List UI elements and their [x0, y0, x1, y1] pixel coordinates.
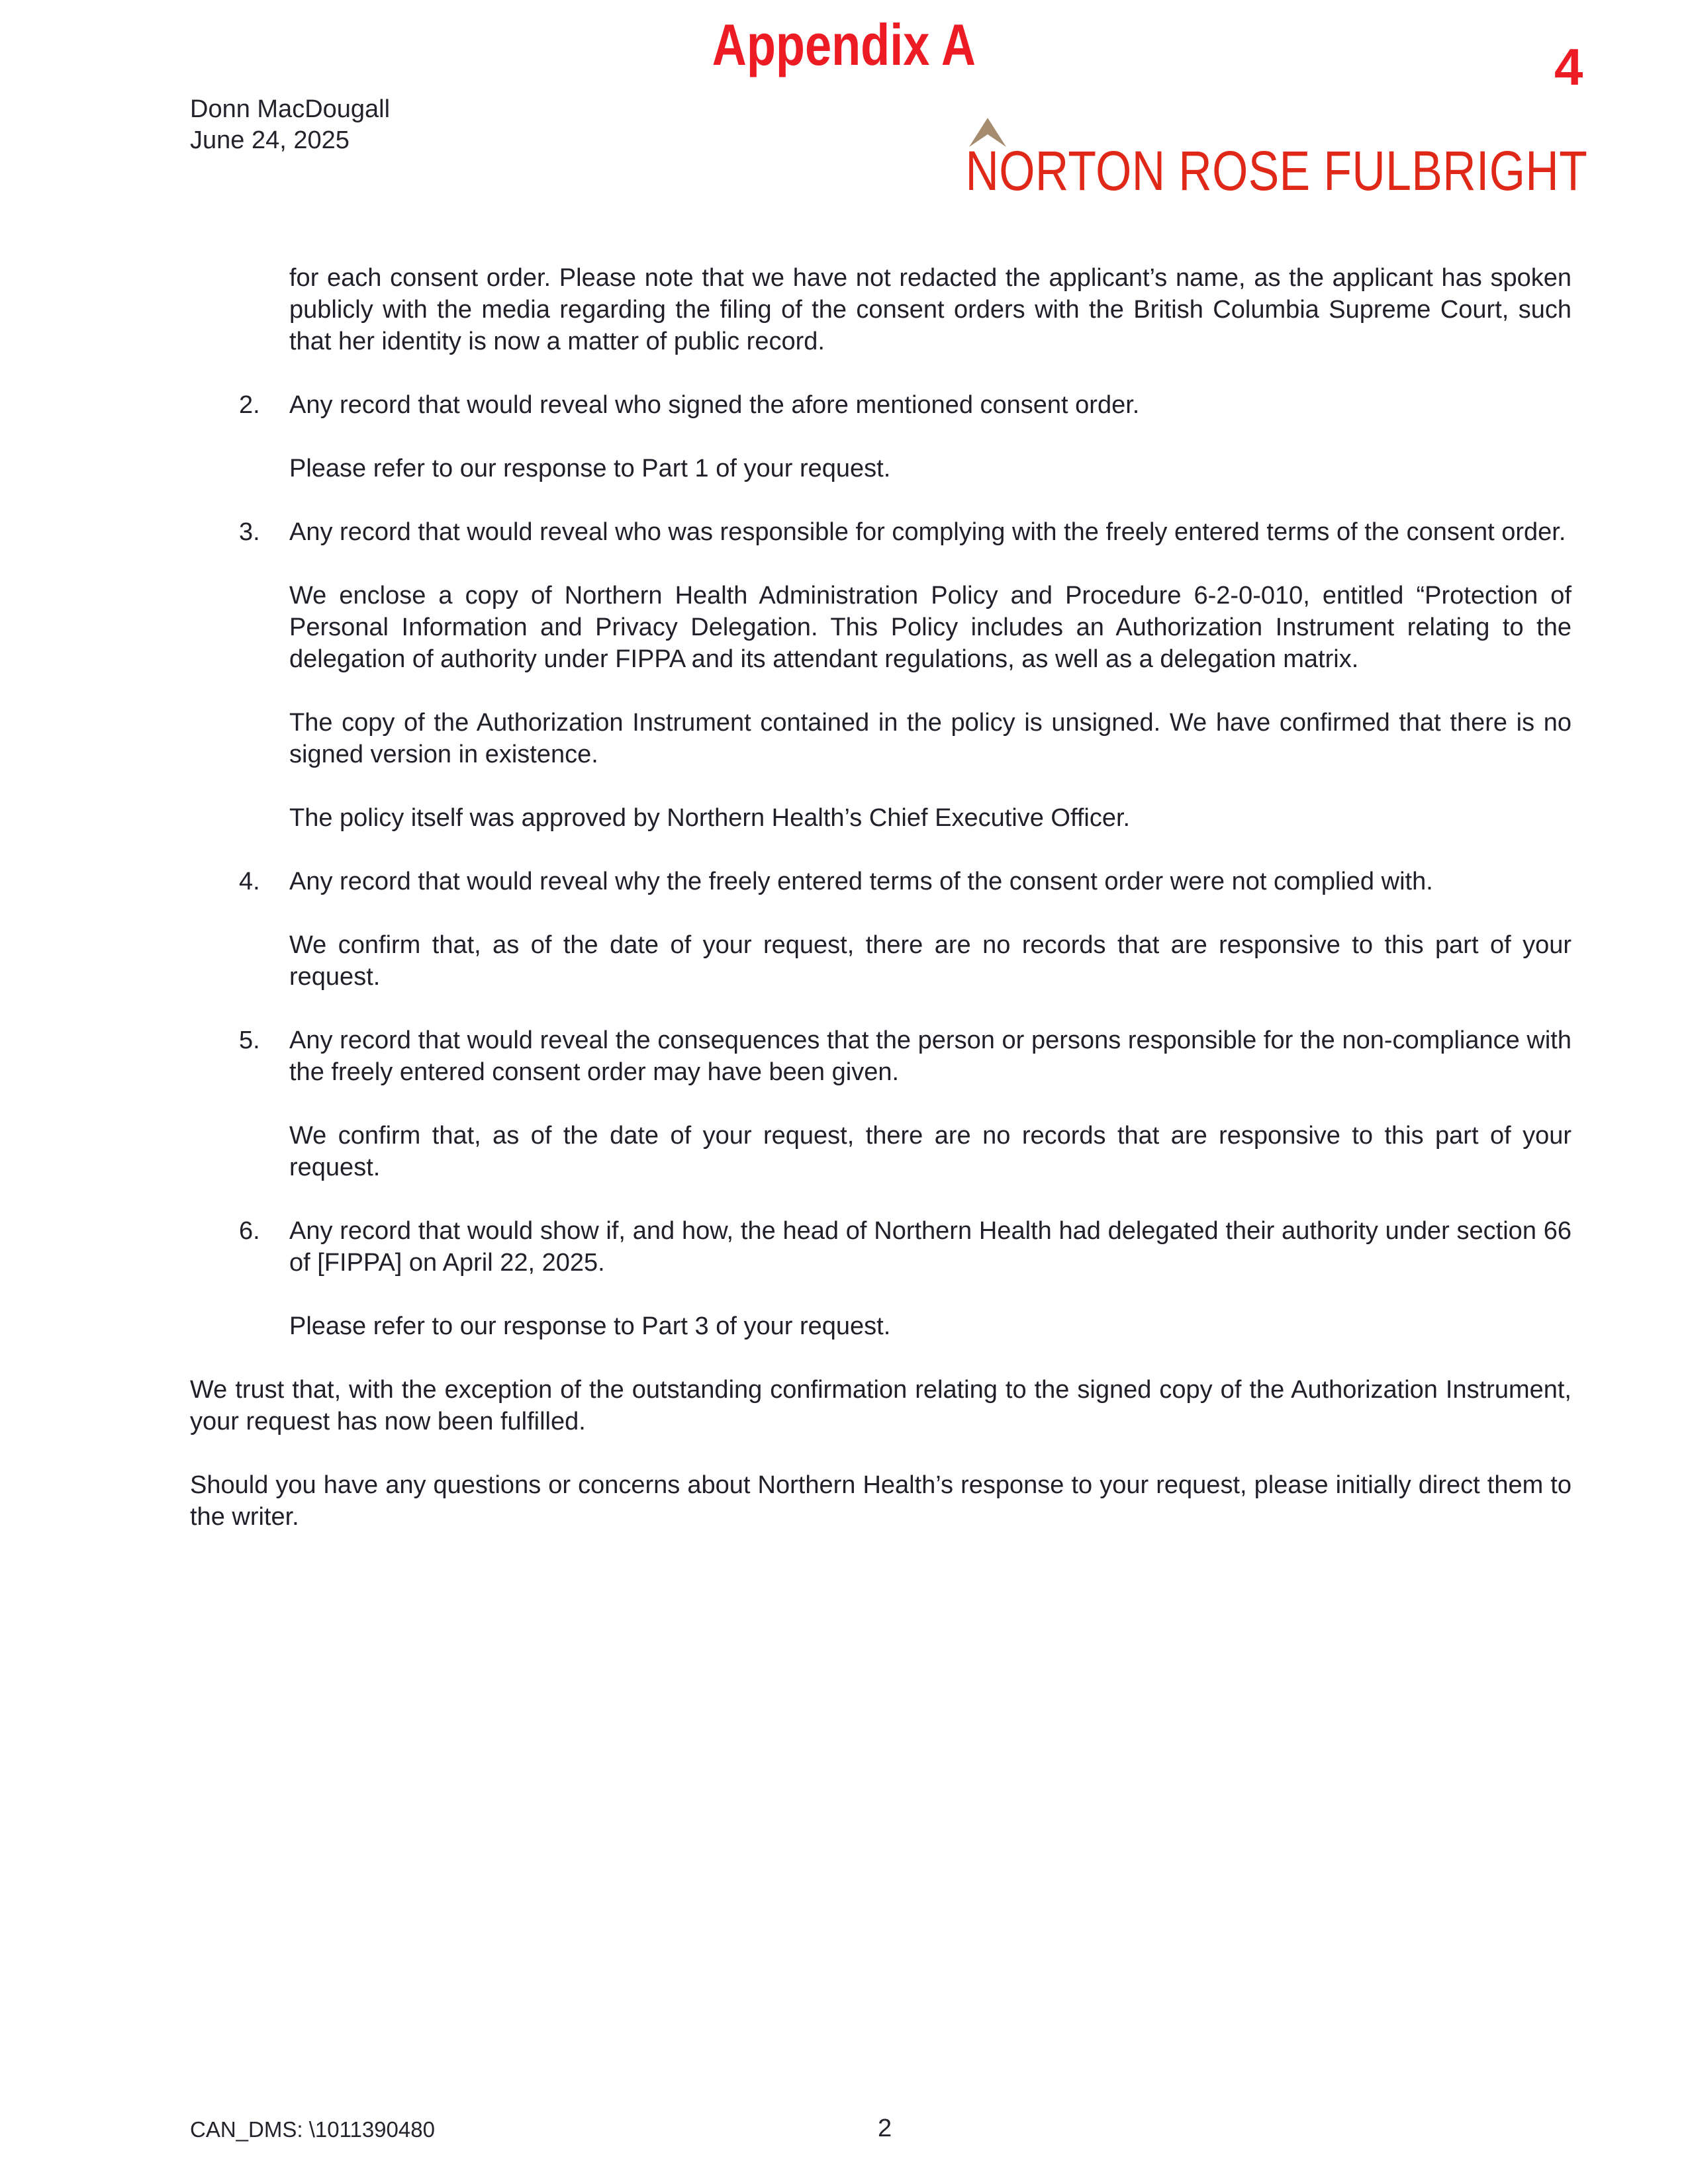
response-paragraph: Please refer to our response to Part 1 of your request. [289, 455, 891, 482]
list-item [190, 516, 1571, 548]
list-item-request: Any record that would reveal why the freely entered terms of the consent order were not complied with. [289, 868, 1433, 895]
document-id: CAN_DMS: \1011390480 [190, 2117, 435, 2142]
list-item [190, 866, 1571, 897]
response-paragraph: The copy of the Authorization Instrument contained in the policy is unsigned. We have confirmed that there is no signed version in existence. [289, 709, 1571, 768]
corner-page-number: 4 [1554, 38, 1583, 96]
appendix-title [0, 12, 1688, 95]
appendix-title-text: Appendix A [712, 12, 976, 77]
page-number: 2 [878, 2115, 892, 2142]
closing-paragraph: We trust that, with the exception of the outstanding confirmation relating to the signed copy of the Authorization Instrument, your request has now been fulfilled. [190, 1376, 1571, 1435]
list-item-number: 3. [239, 518, 260, 546]
list-item-number: 4. [239, 868, 260, 895]
firm-logo-text: NORTON ROSE FULBRIGHT [965, 140, 1587, 202]
letter-date: June 24, 2025 [190, 126, 350, 154]
response-paragraph: We enclose a copy of Northern Health Administration Policy and Procedure 6-2-0-010, entitled “Protection of Personal Information and Privacy Delegation. This Policy includes an Authorization Instrument relating to the delegation of authority under FIPPA and its attendant regulations, as well as a delegation matrix. [289, 582, 1571, 673]
list-item-request: Any record that would reveal the consequences that the person or persons responsible for the non-compliance with the freely entered consent order may have been given. [289, 1026, 1571, 1086]
list-item [190, 1024, 1571, 1088]
list-item-number: 5. [239, 1026, 260, 1054]
list-item-number: 6. [239, 1217, 260, 1245]
continuation-paragraph: for each consent order. Please note that we have not redacted the applicant’s name, as the applicant has spoken publicly with the media regarding the filing of the consent orders with the British Columbia Supreme Court, such that her identity is now a matter of public record. [289, 264, 1571, 355]
response-paragraph: Please refer to our response to Part 3 of your request. [289, 1312, 891, 1340]
list-item-request: Any record that would reveal who was responsible for complying with the freely entered terms of the consent order. [289, 518, 1566, 546]
addressee-block [190, 94, 390, 156]
letter-body [190, 262, 1571, 1565]
list-item [190, 1215, 1571, 1279]
list-item-request: Any record that would reveal who signed the afore mentioned consent order. [289, 391, 1140, 419]
list-item-request: Any record that would show if, and how, the head of Northern Health had delegated their authority under section 66 of [FIPPA] on April 22, 2025. [289, 1217, 1571, 1277]
response-paragraph: The policy itself was approved by Northern Health’s Chief Executive Officer. [289, 804, 1131, 832]
firm-logo [838, 140, 1587, 202]
addressee-name: Donn MacDougall [190, 95, 391, 123]
list-item [190, 389, 1571, 421]
response-paragraph: We confirm that, as of the date of your request, there are no records that are responsive to this part of your request. [289, 931, 1571, 991]
response-paragraph: We confirm that, as of the date of your request, there are no records that are responsive to this part of your request. [289, 1122, 1571, 1181]
closing-paragraph: Should you have any questions or concerns about Northern Health’s response to your request, please initially direct them to the writer. [190, 1471, 1571, 1531]
list-item-number: 2. [239, 391, 260, 419]
